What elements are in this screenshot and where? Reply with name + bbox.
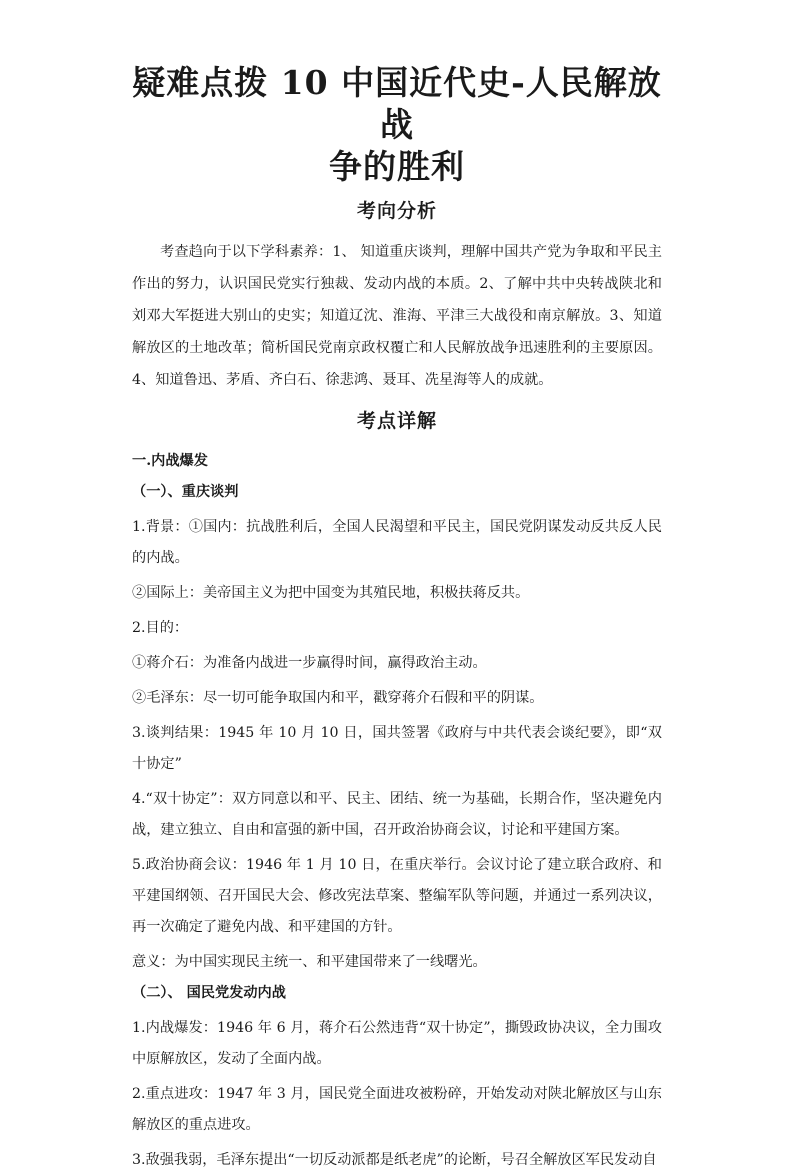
sub1-item-9: 意义：为中国实现民主统一、和平建国带来了一线曙光。 <box>132 954 487 970</box>
sub1-item-3: 2.目的： <box>132 620 189 636</box>
page-title <box>132 62 662 188</box>
sub1-item-6: 3.谈判结果：1945 年 10 月 10 日，国共签署《政府与中共代表会谈纪要》，即“双十协定” <box>132 725 662 772</box>
sub1-item-7: 4.“双十协定”：双方同意以和平、民主、团结、统一为基础，长期合作，坚决避免内战，建立独立、自由和富强的新中国，召开政治协商会议，讨论和平建国方案。 <box>132 791 662 838</box>
title-line-1: 疑难点拨 10 中国近代史-人民解放战 <box>132 63 662 144</box>
title-line-2: 争的胜利 <box>329 147 465 186</box>
sub1-item-2: ②国际上：美帝国主义为把中国变为其殖民地，积极扶蒋反共。 <box>132 585 530 601</box>
analysis-paragraph: 考查趋向于以下学科素养：1、 知道重庆谈判，理解中国共产党为争取和平民主作出的努力，认识国民党实行独裁、发动内战的本质。2、了解中共中央转战陕北和刘邓大军挺进大别山的史实；知道辽沈、淮海、平津三大战役和南京解放。3、知道解放区的土地改革；简析国民党南京政权覆亡和人民解放战争迅速胜利的主要原因。4、知道鲁迅、茅盾、齐白石、徐悲鸿、聂耳、冼星海等人的成就。 <box>132 244 662 388</box>
sub2-item-1: 1.内战爆发：1946 年 6 月，蒋介石公然违背“双十协定”，撕毁政协决议，全力围攻中原解放区，发动了全面内战。 <box>132 1020 662 1067</box>
sub1-title: （一）、重庆谈判 <box>132 484 239 500</box>
sub2-item-2: 2.重点进攻：1947 年 3 月，国民党全面进攻被粉碎，开始发动对陕北解放区与山东解放区的重点进攻。 <box>132 1086 662 1133</box>
analysis-heading: 考向分析 <box>356 200 437 222</box>
sub1-item-5: ②毛泽东：尽一切可能争取国内和平，戳穿蒋介石假和平的阴谋。 <box>132 690 544 706</box>
sub1-item-4: ①蒋介石：为准备内战进一步赢得时间，赢得政治主动。 <box>132 655 487 671</box>
part1-title: 一.内战爆发 <box>132 453 208 469</box>
sub1-item-8: 5.政治协商会议：1946 年 1 月 10 日，在重庆举行。会议讨论了建立联合政府、和平建国纲领、召开国民大会、修改宪法草案、整编军队等问题，并通过一系列决议，再一次确定了避免内战、和平建国的方针。 <box>132 857 662 935</box>
sub1-item-1: 1.背景：①国内：抗战胜利后，全国人民渴望和平民主，国民党阴谋发动反共反人民的内战。 <box>132 519 662 566</box>
sub2-title: （二）、 国民党发动内战 <box>132 985 286 1001</box>
sub2-item-3: 3.敌强我弱，毛泽东提出“一切反动派都是纸老虎”的论断，号召全解放区军民发动自 <box>132 1152 657 1168</box>
details-heading: 考点详解 <box>356 410 437 432</box>
